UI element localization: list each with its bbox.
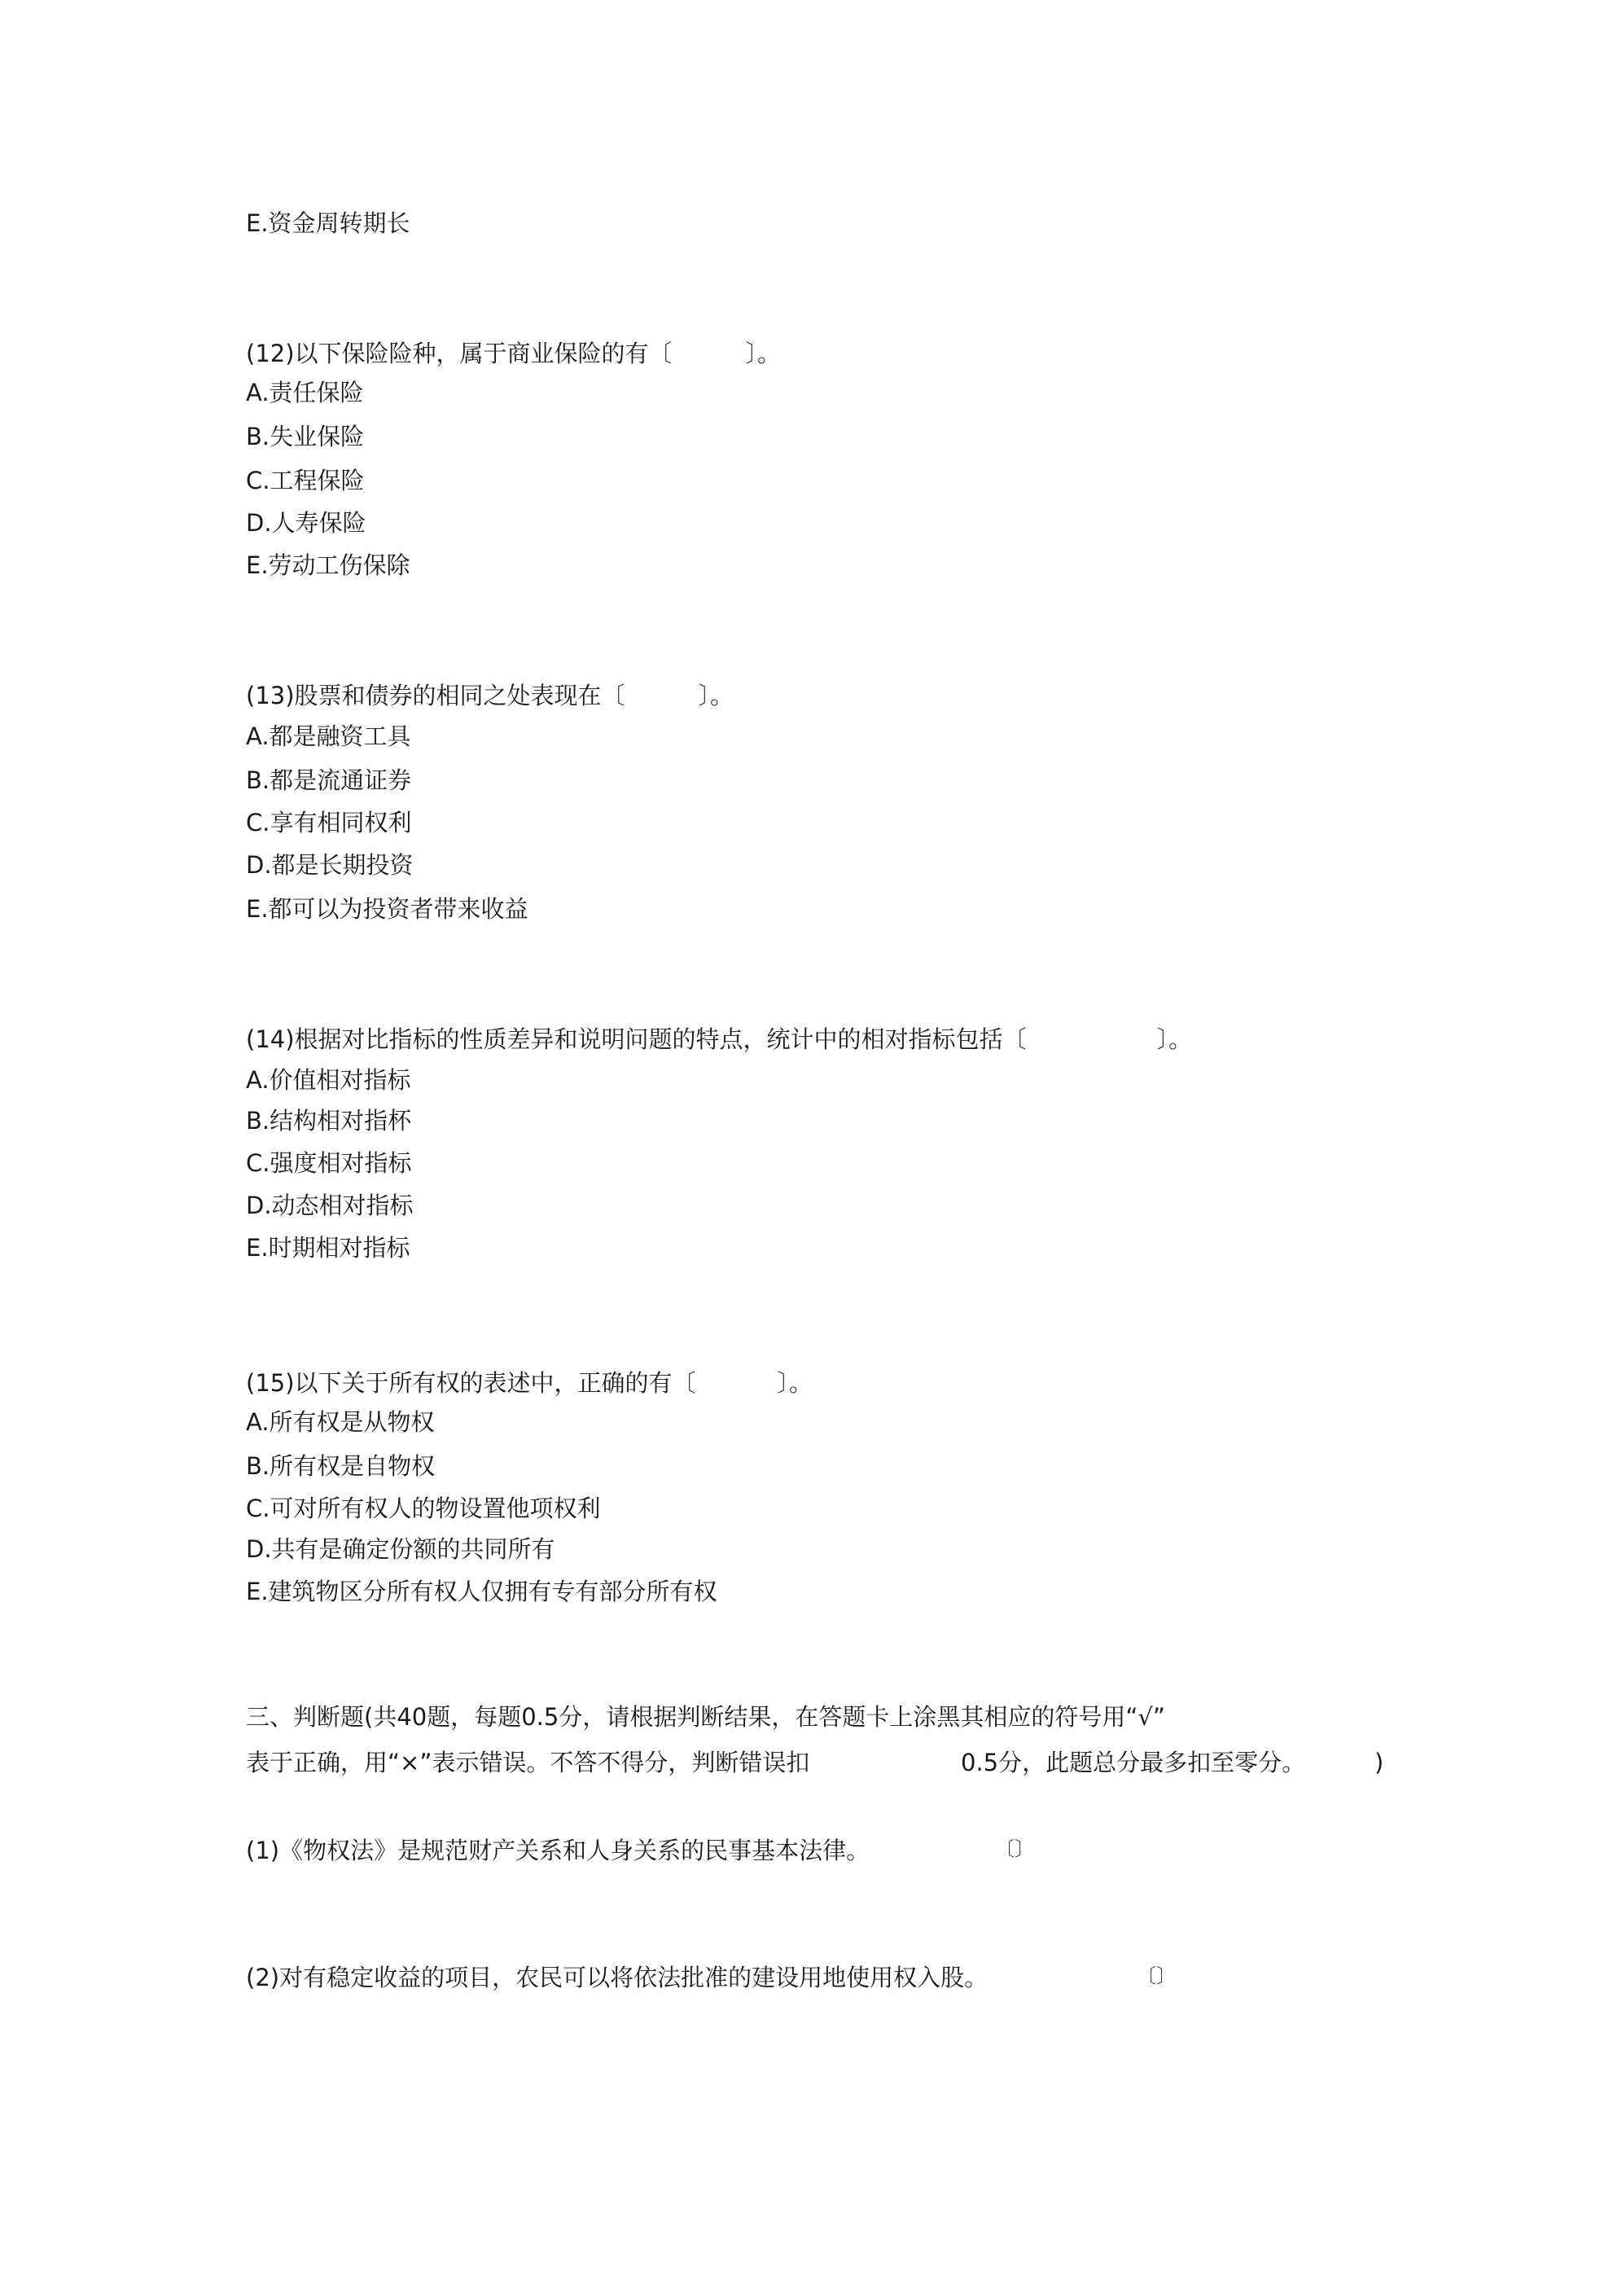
question-14-option-e: E.时期相对指标 bbox=[246, 1234, 410, 1262]
question-12-option-b: B.失业保险 bbox=[246, 423, 365, 450]
question-12-option-e: E.劳动工伤保除 bbox=[246, 551, 410, 579]
question-13-option-e: E.都可以为投资者带来收益 bbox=[246, 895, 528, 923]
section-3-heading-line1: 三、判断题(共40题，每题0.5分，请根据判断结果，在答题卡上涂黑其相应的符号用“√” bbox=[246, 1703, 1165, 1731]
question-15-option-b: B.所有权是自物权 bbox=[246, 1452, 436, 1480]
section-3-heading-line2 bbox=[246, 1746, 809, 1779]
answer-bracket-close: 〕。 bbox=[1156, 1025, 1193, 1053]
answer-bracket-open: 〔 bbox=[1002, 1025, 1027, 1053]
question-15-option-c: C.可对所有权人的物设置他项权利 bbox=[246, 1495, 601, 1522]
question-13-option-a: A.都是融资工具 bbox=[246, 722, 411, 750]
answer-bracket-open: 〔 bbox=[648, 340, 673, 367]
question-12-option-c: C.工程保险 bbox=[246, 467, 365, 494]
question-14-option-c: C.强度相对指标 bbox=[246, 1149, 412, 1177]
question-15-stem bbox=[246, 1367, 813, 1399]
answer-bracket-close: 〕。 bbox=[777, 1369, 813, 1397]
option-e-prev: E.资金周转期长 bbox=[246, 209, 410, 237]
question-15-option-e: E.建筑物区分所有权人仅拥有专有部分所有权 bbox=[246, 1578, 717, 1605]
question-13-stem bbox=[246, 679, 734, 712]
question-14-option-d: D.动态相对指标 bbox=[246, 1192, 414, 1219]
answer-bracket-close: 〕。 bbox=[745, 340, 782, 367]
judgment-2-bracket: 〔〕 bbox=[1137, 1965, 1176, 1987]
question-14-text: (14)根据对比指标的性质差异和说明问题的特点，统计中的相对指标包括 bbox=[246, 1025, 1003, 1053]
question-12-option-d: D.人寿保险 bbox=[246, 509, 366, 537]
judgment-1-bracket: 〔〕 bbox=[995, 1837, 1034, 1860]
question-15-option-a: A.所有权是从物权 bbox=[246, 1408, 435, 1436]
section-3-line2-a: 表于正确，用“×”表示错误。不答不得分，判断错误扣 bbox=[246, 1749, 810, 1776]
question-15-option-d: D.共有是确定份额的共同所有 bbox=[246, 1535, 555, 1563]
judgment-1-text: (1)《物权法》是规范财产关系和人身关系的民事基本法律。 bbox=[246, 1837, 870, 1864]
answer-bracket-close: 〕。 bbox=[698, 682, 734, 709]
question-14-option-a: A.价值相对指标 bbox=[246, 1066, 411, 1094]
answer-bracket-open: 〔 bbox=[672, 1369, 696, 1397]
question-12-stem bbox=[246, 337, 781, 370]
question-13-option-b: B.都是流通证券 bbox=[246, 766, 412, 794]
judgment-2-text: (2)对有稳定收益的项目，农民可以将依法批准的建设用地使用权入股。 bbox=[246, 1964, 989, 1991]
question-13-text: (13)股票和债券的相同之处表现在 bbox=[246, 682, 602, 709]
section-3-line2-b: 0.5分，此题总分最多扣至零分。 bbox=[961, 1749, 1306, 1776]
question-14-option-b: B.结构相对指杯 bbox=[246, 1107, 412, 1135]
answer-bracket-open: 〔 bbox=[601, 682, 625, 709]
question-13-option-d: D.都是长期投资 bbox=[246, 851, 414, 879]
section-3-line2-c: ) bbox=[1374, 1749, 1384, 1776]
question-12-text: (12)以下保险险种，属于商业保险的有 bbox=[246, 340, 649, 367]
question-14-stem bbox=[246, 1023, 1192, 1056]
question-13-option-c: C.享有相同权利 bbox=[246, 809, 412, 836]
question-15-text: (15)以下关于所有权的表述中，正确的有 bbox=[246, 1369, 673, 1397]
question-12-option-a: A.责任保险 bbox=[246, 379, 364, 406]
